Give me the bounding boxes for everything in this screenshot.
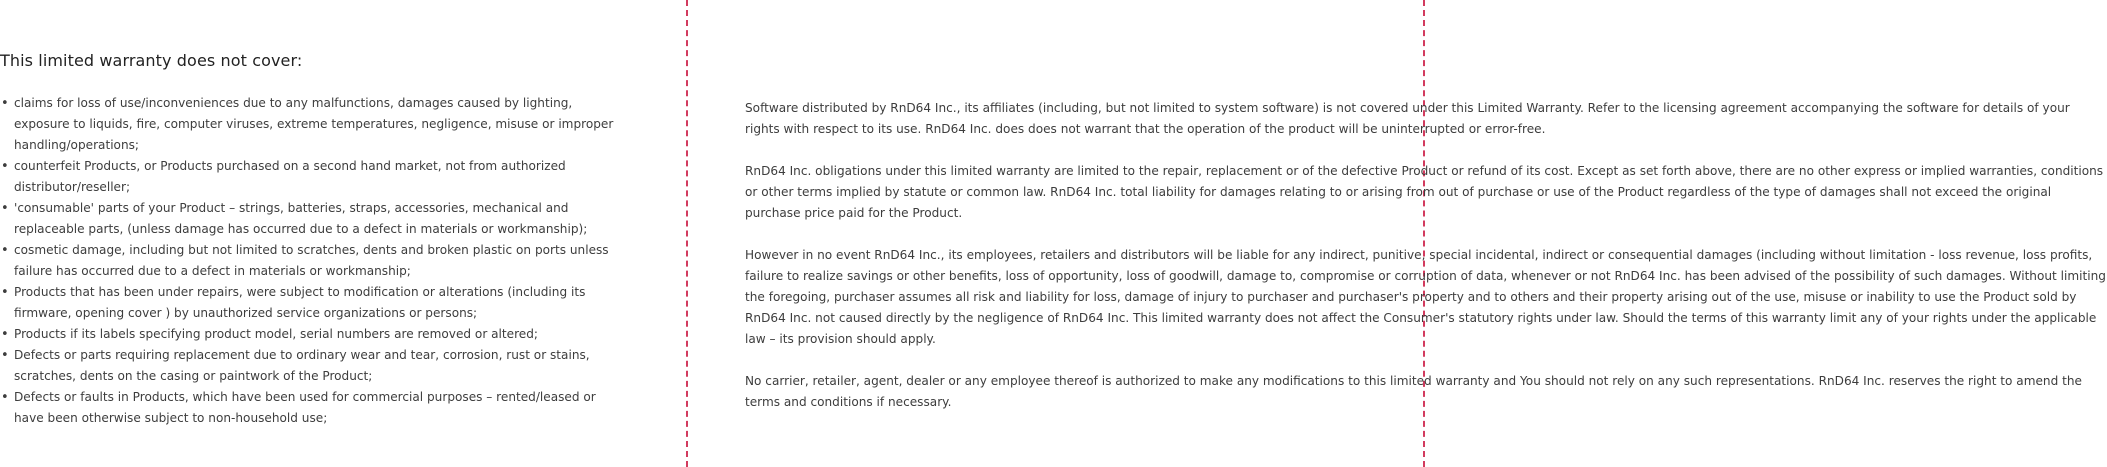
list-item-text: 'consumable' parts of your Product – strings, batteries, straps, accessories, mechanical and replaceable parts, (unless damage has occurred due to a defect in materials or workmanship); — [14, 201, 588, 236]
list-item — [0, 156, 620, 198]
exclusions-list — [0, 93, 620, 429]
list-item — [0, 345, 620, 387]
list-item — [0, 198, 620, 240]
bullet-icon: • — [1, 348, 9, 363]
bullet-icon: • — [1, 285, 9, 300]
list-item-text: Products if its labels specifying product model, serial numbers are removed or altered; — [14, 327, 538, 341]
bullet-icon: • — [1, 159, 9, 174]
bullet-icon: • — [1, 390, 9, 405]
list-item-text: counterfeit Products, or Products purchased on a second hand market, not from authorized distributor/reseller; — [14, 159, 566, 194]
list-item — [0, 324, 620, 345]
terms-paragraph-obligations: RnD64 Inc. obligations under this limited warranty are limited to the repair, replacement or of the defective Product or refund of its cost. Except as set forth above, there are no other express or implied warranties, conditions or other terms implied by statute or common law. RnD64 Inc. total liability for damages relating to or arising from out of purchase or use of the Product regardless of the type of damages shall not exceed the original purchase price paid for the Product. — [745, 164, 2104, 220]
list-item — [0, 282, 620, 324]
list-item — [0, 93, 620, 156]
terms-paragraph-liability: However in no event RnD64 Inc., its employees, retailers and distributors will be liable for any indirect, punitive, special incidental, indirect or consequential damages (including without limitation - loss revenue, loss profits, failure to realize savings or other benefits, loss of opportunity, loss of goodwill, damage to, compromise or corruption of data, whenever or not RnD64 Inc. has been advised of the possibility of such damages. Without limiting the foregoing, purchaser assumes all risk and liability for loss, damage of injury to purchaser and purchaser's property and to others and their property arising out of the use, misuse or inability to use the Product sold by RnD64 Inc. not caused directly by the negligence of RnD64 Inc. This limited warranty does not affect the Consumer's statutory rights under law. Should the terms of this warranty limit any of your rights under the applicable law – its provision should apply. — [745, 248, 2106, 346]
list-item — [0, 387, 620, 429]
list-item-text: cosmetic damage, including but not limited to scratches, dents and broken plastic on ports unless failure has occurred due to a defect in materials or workmanship; — [14, 243, 609, 278]
list-item-text: Products that has been under repairs, were subject to modification or alterations (including its firmware, opening cover ) by unauthorized service organizations or persons; — [14, 285, 586, 320]
bullet-icon: • — [1, 201, 9, 216]
list-item-text: Defects or faults in Products, which have been used for commercial purposes – rented/leased or have been otherwise subject to non-household use; — [14, 390, 596, 425]
list-item-text: Defects or parts requiring replacement due to ordinary wear and tear, corrosion, rust or stains, scratches, dents on the casing or paintwork of the Product; — [14, 348, 590, 383]
bullet-icon: • — [1, 327, 9, 342]
terms-paragraph-modifications: No carrier, retailer, agent, dealer or any employee thereof is authorized to make any modifications to this limited warranty and You should not rely on any such representations. RnD64 Inc. reserves the right to amend the terms and conditions if necessary. — [745, 374, 2082, 409]
warranty-terms-section — [745, 98, 2107, 434]
bullet-icon: • — [1, 96, 9, 111]
section-heading: This limited warranty does not cover: — [0, 51, 303, 70]
warranty-exclusions-section — [0, 50, 620, 429]
list-item-text: claims for loss of use/inconveniences due to any malfunctions, damages caused by lighting, exposure to liquids, fire, computer viruses, extreme temperatures, negligence, misuse or improper handling/operations; — [14, 96, 614, 152]
list-item — [0, 240, 620, 282]
bullet-icon: • — [1, 243, 9, 258]
terms-paragraph-software: Software distributed by RnD64 Inc., its affiliates (including, but not limited to system software) is not covered under this Limited Warranty. Refer to the licensing agreement accompanying the software for details of your rights with respect to its use. RnD64 Inc. does does not warrant that the operation of the product will be uninterrupted or error-free. — [745, 101, 2070, 136]
layout-guide-line — [686, 0, 688, 467]
